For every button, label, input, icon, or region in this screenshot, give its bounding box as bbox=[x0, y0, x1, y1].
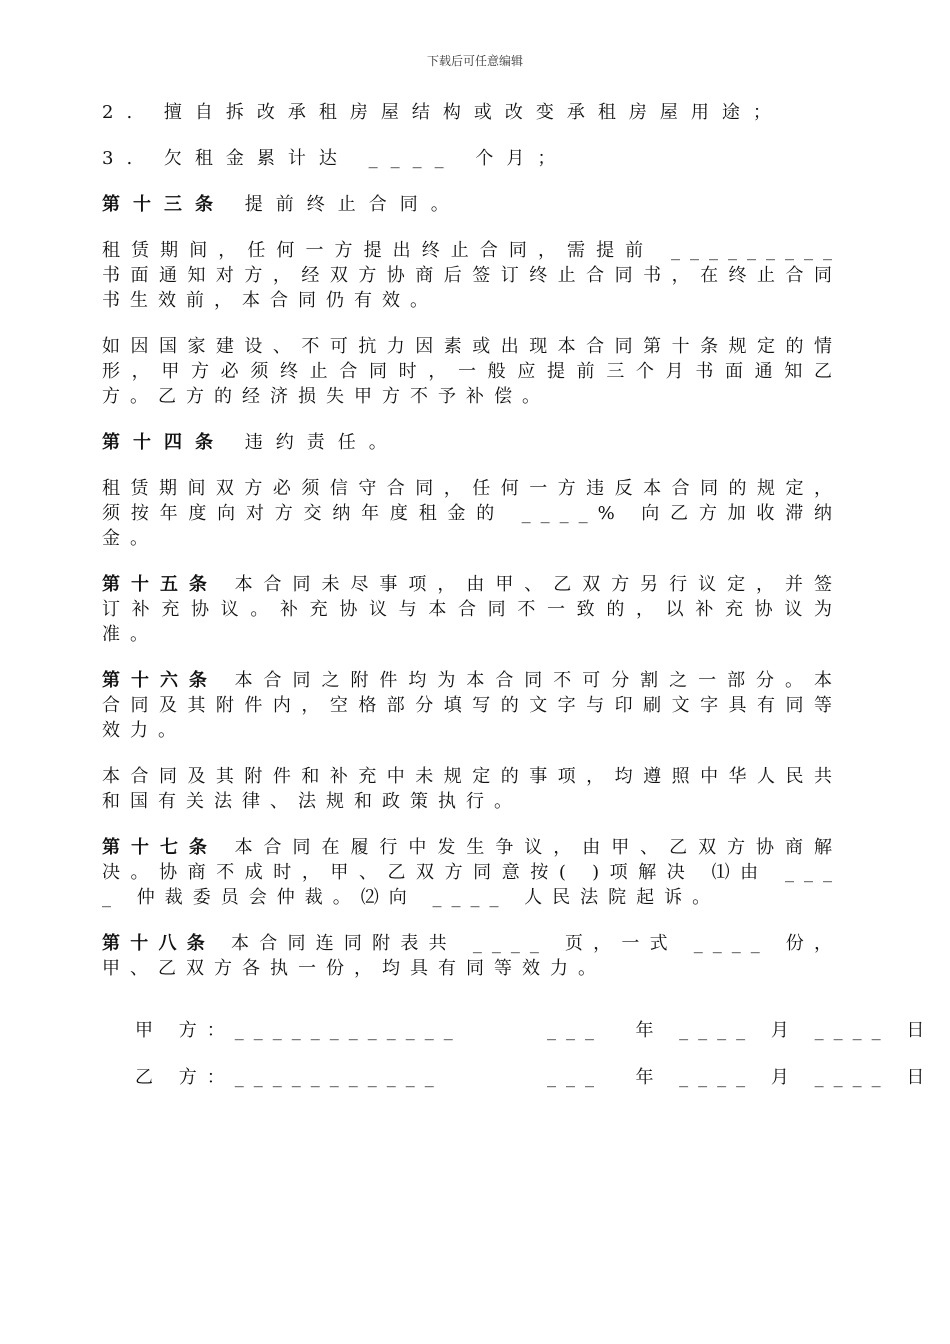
clause-item-3: 3. 欠租金累计达 ____ 个月； bbox=[102, 148, 569, 169]
article-14-number: 第十四条 bbox=[102, 432, 226, 453]
article-17-number: 第十七条 bbox=[102, 837, 218, 858]
article-16-paragraph-2: 本合同及其附件和补充中未规定的事项，均遵照中华人民共和国有关法律、法规和政策执行。 bbox=[102, 766, 842, 812]
article-13-heading bbox=[102, 192, 842, 217]
signature-row-party-a bbox=[135, 1016, 935, 1042]
party-a-date: ___ 年 ____ 月 ____ 日 bbox=[547, 1020, 935, 1041]
article-14-heading bbox=[102, 430, 842, 455]
party-b-date: ___ 年 ____ 月 ____ 日 bbox=[547, 1067, 935, 1088]
article-15-number: 第十五条 bbox=[102, 574, 218, 595]
article-18 bbox=[102, 931, 842, 981]
contract-body bbox=[102, 100, 842, 1002]
party-b-signature: 乙 方：___________ bbox=[135, 1067, 444, 1088]
article-14-paragraph-1: 租赁期间双方必须信守合同，任何一方违反本合同的规定，须按年度向对方交纳年度租金的 ____% 向乙方加收滞纳金。 bbox=[102, 478, 842, 549]
article-13-paragraph-2: 如因国家建设、不可抗力因素或出现本合同第十条规定的情形，甲方必须终止合同时，一般应提前三个月书面通知乙方。乙方的经济损失甲方不予补偿。 bbox=[102, 336, 842, 407]
article-18-text: 本合同连同附表共 ____ 页，一式 ____ 份，甲、乙双方各执一份，均具有同等效力。 bbox=[102, 933, 843, 979]
article-16 bbox=[102, 668, 842, 743]
article-13-number: 第十三条 bbox=[102, 194, 226, 215]
page-header: 下载后可任意编辑 bbox=[426, 54, 523, 68]
article-15 bbox=[102, 572, 842, 647]
article-15-text: 本合同未尽事项，由甲、乙双方另行议定，并签订补充协议。补充协议与本合同不一致的，以补充协议为准。 bbox=[102, 574, 842, 645]
clause-item-2: 2. 擅自拆改承租房屋结构或改变承租房屋用途； bbox=[102, 102, 784, 123]
signature-row-party-b bbox=[135, 1063, 935, 1089]
article-17 bbox=[102, 835, 842, 910]
article-18-number: 第十八条 bbox=[102, 933, 215, 954]
article-13-title: 提前终止合同。 bbox=[226, 194, 462, 215]
party-a-signature: 甲 方：____________ bbox=[135, 1020, 463, 1041]
article-13-paragraph-1: 租赁期间，任何一方提出终止合同，需提前 _________书面通知对方，经双方协商后签订终止合同书，在终止合同书生效前，本合同仍有效。 bbox=[102, 240, 842, 311]
article-14-title: 违约责任。 bbox=[226, 432, 400, 453]
article-17-text: 本合同在履行中发生争议，由甲、乙双方协商解决。协商不成时，甲、乙双方同意按( )项解决 ⑴由 ____ 仲裁委员会仲裁。⑵向 ____ 人民法院起诉。 bbox=[102, 837, 842, 908]
article-16-number: 第十六条 bbox=[102, 670, 218, 691]
article-16-text: 本合同之附件均为本合同不可分割之一部分。本合同及其附件内，空格部分填写的文字与印刷文字具有同等效力。 bbox=[102, 670, 842, 741]
